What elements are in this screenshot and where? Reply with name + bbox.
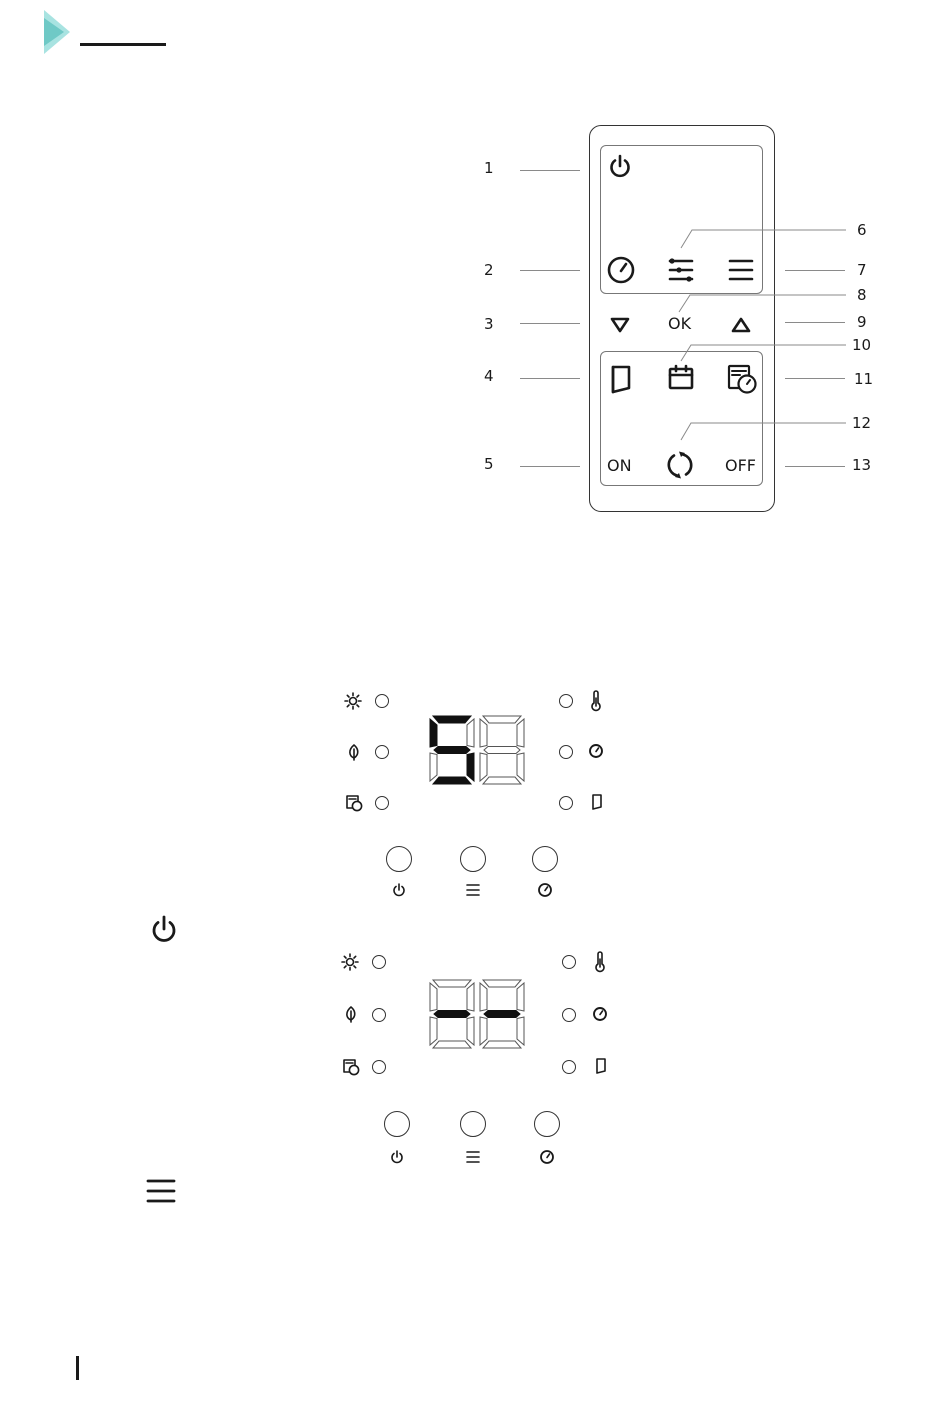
seven-segment-display (426, 978, 526, 1050)
callout-7: 7 (857, 261, 867, 279)
segment-g (484, 1011, 520, 1018)
power-icon (606, 153, 634, 181)
led-sun (375, 694, 389, 708)
door-icon (608, 363, 634, 395)
sun-icon (344, 692, 362, 710)
callout-11: 11 (854, 370, 874, 388)
section-menu-icon (146, 1178, 176, 1204)
program-timer-icon (342, 1058, 360, 1076)
segment-f (480, 719, 487, 747)
led-thermometer (559, 694, 573, 708)
remote-power-button[interactable] (606, 153, 634, 181)
segment-c (467, 753, 474, 781)
led-door (559, 796, 573, 810)
eco-leaf-icon (343, 1005, 359, 1023)
menu-icon (465, 1150, 481, 1164)
remote-settings-button[interactable] (667, 256, 695, 284)
segment-e (480, 753, 487, 781)
timer-dial-icon (592, 1006, 608, 1022)
callout-4: 4 (484, 367, 494, 385)
eco-leaf-icon (346, 743, 362, 761)
triangle-down-icon (609, 316, 631, 334)
segment-a (483, 980, 521, 987)
timer-dial-icon (588, 743, 604, 759)
menu-icon (465, 883, 481, 897)
panel-menu-button[interactable] (460, 846, 486, 872)
callout-1: 1 (484, 159, 494, 177)
callout-2: 2 (484, 261, 494, 279)
remote-control-diagram (0, 0, 950, 560)
segment-f (480, 983, 487, 1011)
segment-d (433, 777, 471, 784)
power-icon (391, 882, 407, 898)
led-thermometer (562, 955, 576, 969)
segment-b (517, 983, 524, 1011)
digit-1 (430, 980, 474, 1048)
callout-12: 12 (852, 414, 872, 432)
segment-g (434, 1011, 470, 1018)
control-panel-2 (330, 940, 630, 1170)
callout-6: 6 (857, 221, 867, 239)
segment-b (517, 719, 524, 747)
callout-9: 9 (857, 313, 867, 331)
segment-g (484, 747, 520, 754)
segment-e (430, 753, 437, 781)
digit-2 (480, 980, 524, 1048)
remote-on-button[interactable]: ON (607, 456, 632, 475)
timer-dial-icon (539, 1149, 555, 1165)
remote-cycle-button[interactable] (665, 450, 695, 480)
segment-a (433, 716, 471, 723)
digit-2 (480, 716, 524, 784)
led-timer (562, 1008, 576, 1022)
segment-d (483, 777, 521, 784)
segment-e (480, 1017, 487, 1045)
program-timer-icon (345, 794, 363, 812)
door-icon (594, 1057, 608, 1075)
triangle-up-icon (730, 316, 752, 334)
calendar-icon (667, 363, 695, 391)
section-power-icon (148, 914, 180, 946)
thermometer-icon (589, 690, 603, 712)
remote-door-button[interactable] (608, 363, 634, 395)
program-timer-icon (726, 363, 758, 395)
power-icon (389, 1149, 405, 1165)
segment-c (517, 753, 524, 781)
panel-menu-button[interactable] (460, 1111, 486, 1137)
remote-calendar-button[interactable] (667, 363, 695, 391)
led-sun (372, 955, 386, 969)
segment-g (434, 747, 470, 754)
segment-b (467, 719, 474, 747)
led-door (562, 1060, 576, 1074)
segment-f (430, 983, 437, 1011)
callout-13: 13 (852, 456, 872, 474)
segment-f (430, 719, 437, 747)
remote-down-button[interactable] (609, 316, 631, 334)
digit-1 (430, 716, 474, 784)
angled-leaders (0, 0, 950, 560)
timer-dial-icon (537, 882, 553, 898)
callout-5: 5 (484, 455, 494, 473)
control-panel-1 (330, 680, 630, 900)
callout-8: 8 (857, 286, 867, 304)
thermometer-icon (593, 951, 607, 973)
remote-off-button[interactable]: OFF (725, 456, 756, 475)
segment-a (433, 980, 471, 987)
led-eco (372, 1008, 386, 1022)
timer-dial-icon (606, 255, 636, 285)
footer-page-marker (76, 1356, 79, 1380)
segment-c (467, 1017, 474, 1045)
callout-3: 3 (484, 315, 494, 333)
refresh-cycle-icon (665, 450, 695, 480)
led-timer (559, 745, 573, 759)
segment-d (433, 1041, 471, 1048)
callout-10: 10 (852, 336, 872, 354)
sliders-icon (667, 256, 695, 284)
panel-power-button[interactable] (384, 1111, 410, 1137)
remote-up-button[interactable] (730, 316, 752, 334)
seven-segment-display (426, 714, 526, 786)
led-eco (375, 745, 389, 759)
remote-ok-button[interactable]: OK (668, 314, 692, 333)
remote-timer-button[interactable] (606, 255, 636, 285)
remote-program-timer-button[interactable] (726, 363, 758, 395)
sun-icon (341, 953, 359, 971)
segment-c (517, 1017, 524, 1045)
led-program-timer (372, 1060, 386, 1074)
panel-power-button[interactable] (386, 846, 412, 872)
door-icon (590, 793, 604, 811)
menu-icon (728, 258, 754, 282)
segment-d (483, 1041, 521, 1048)
segment-a (483, 716, 521, 723)
panel-timer-button[interactable] (534, 1111, 560, 1137)
led-program-timer (375, 796, 389, 810)
segment-e (430, 1017, 437, 1045)
remote-menu-button[interactable] (728, 258, 754, 282)
panel-timer-button[interactable] (532, 846, 558, 872)
segment-b (467, 983, 474, 1011)
